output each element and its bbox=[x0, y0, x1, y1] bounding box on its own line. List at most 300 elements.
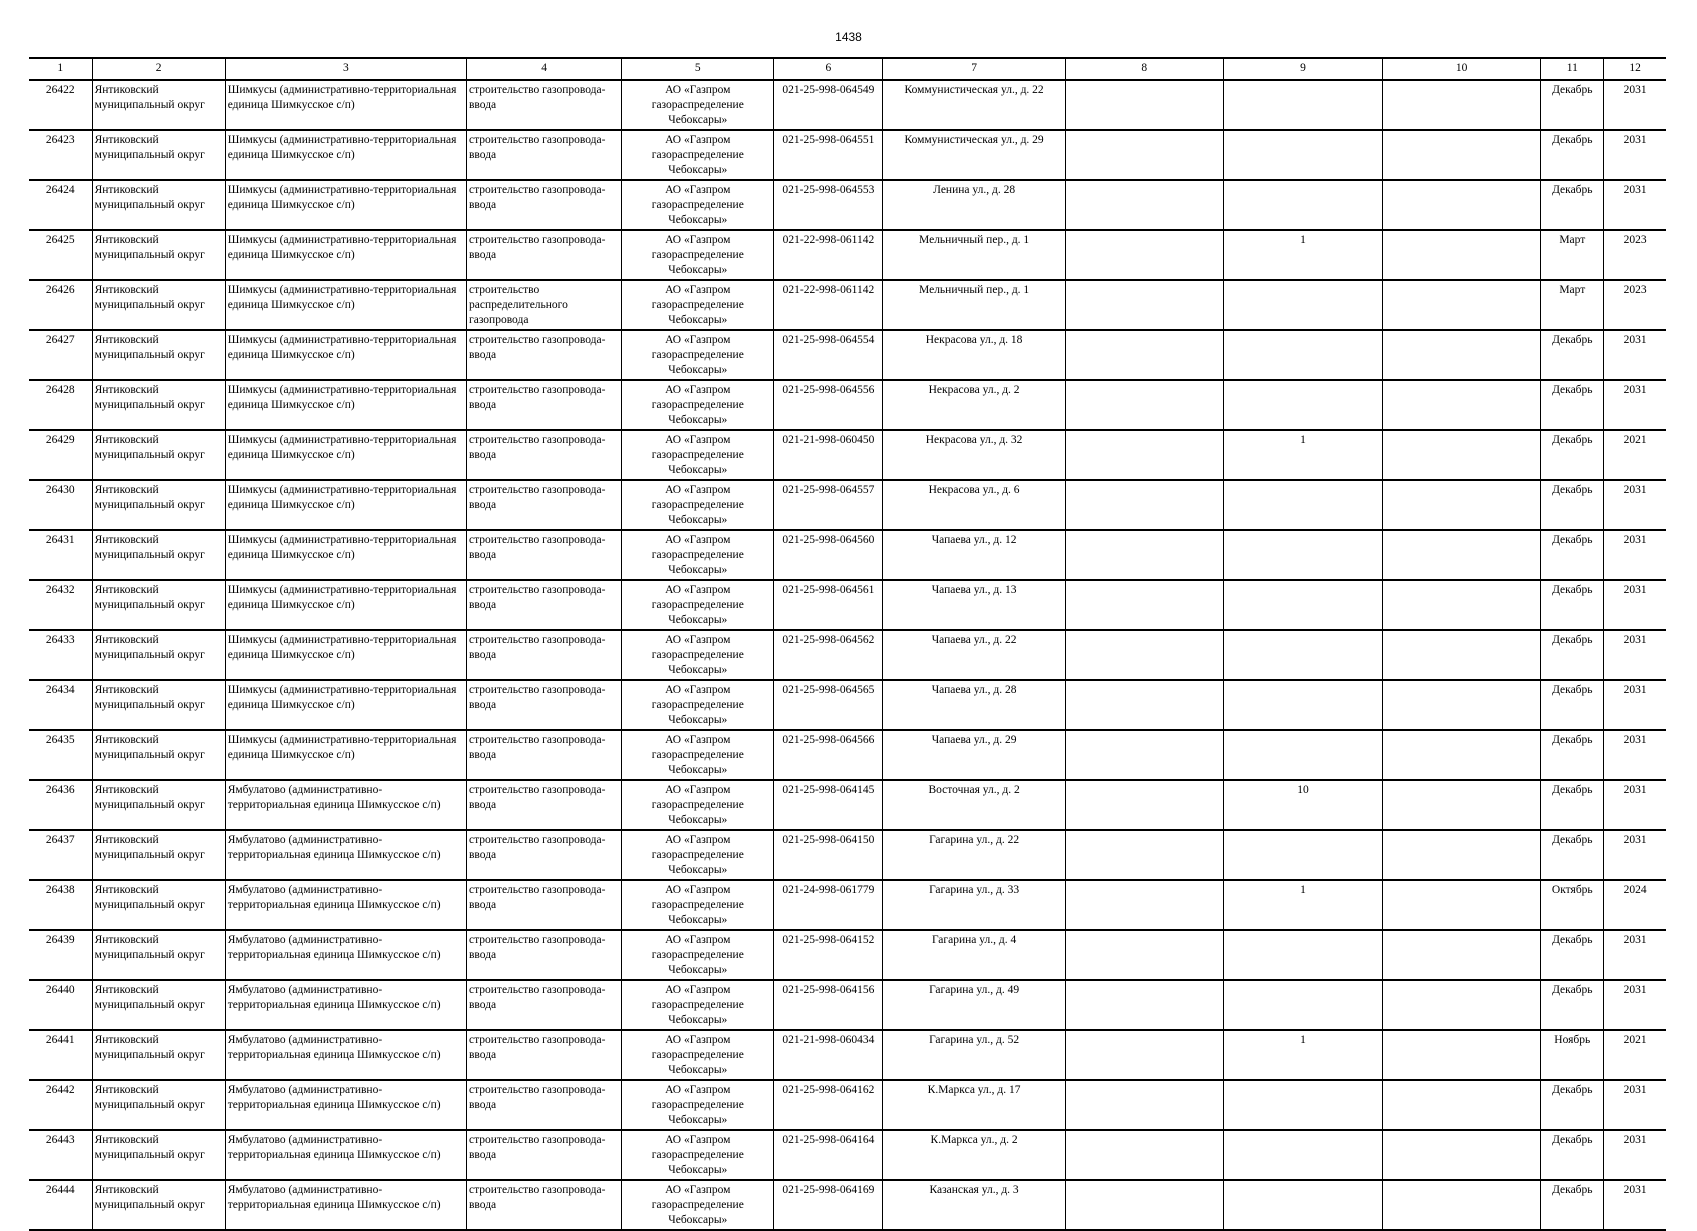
column-8-cell bbox=[1065, 1180, 1223, 1230]
column-9-cell bbox=[1223, 830, 1382, 880]
record-number-cell: 26422 bbox=[29, 80, 92, 130]
work-type-cell: строительство газопровода-ввода bbox=[467, 630, 622, 680]
month-cell: Декабрь bbox=[1541, 1180, 1604, 1230]
column-10-cell bbox=[1383, 280, 1541, 330]
work-type-cell: строительство газопровода-ввода bbox=[467, 1130, 622, 1180]
registry-table bbox=[29, 57, 1666, 1231]
record-number-cell: 26444 bbox=[29, 1180, 92, 1230]
column-header: 6 bbox=[774, 58, 883, 80]
district-cell: Янтиковский муниципальный округ bbox=[92, 280, 225, 330]
application-code-cell: 021-25-998-064551 bbox=[774, 130, 883, 180]
work-type-cell: строительство газопровода-ввода bbox=[467, 130, 622, 180]
month-cell: Декабрь bbox=[1541, 780, 1604, 830]
address-cell: Восточная ул., д. 2 bbox=[883, 780, 1065, 830]
work-type-cell: строительство газопровода-ввода bbox=[467, 1080, 622, 1130]
record-number-cell: 26430 bbox=[29, 480, 92, 530]
year-cell: 2031 bbox=[1604, 380, 1666, 430]
column-10-cell bbox=[1383, 1080, 1541, 1130]
column-8-cell bbox=[1065, 330, 1223, 380]
address-cell: Гагарина ул., д. 52 bbox=[883, 1030, 1065, 1080]
address-cell: Чапаева ул., д. 12 bbox=[883, 530, 1065, 580]
table-row bbox=[29, 1030, 1666, 1080]
column-10-cell bbox=[1383, 1030, 1541, 1080]
column-header: 11 bbox=[1541, 58, 1604, 80]
column-9-cell bbox=[1223, 1080, 1382, 1130]
column-10-cell bbox=[1383, 680, 1541, 730]
year-cell: 2031 bbox=[1604, 180, 1666, 230]
column-number-row bbox=[29, 58, 1666, 80]
organization-cell: АО «Газпром газораспределение Чебоксары» bbox=[622, 280, 774, 330]
column-9-cell bbox=[1223, 330, 1382, 380]
column-9-cell bbox=[1223, 680, 1382, 730]
column-8-cell bbox=[1065, 1080, 1223, 1130]
table-row bbox=[29, 1180, 1666, 1230]
work-type-cell: строительство газопровода-ввода bbox=[467, 530, 622, 580]
month-cell: Декабрь bbox=[1541, 480, 1604, 530]
year-cell: 2031 bbox=[1604, 730, 1666, 780]
address-cell: Гагарина ул., д. 22 bbox=[883, 830, 1065, 880]
table-row bbox=[29, 180, 1666, 230]
month-cell: Декабрь bbox=[1541, 980, 1604, 1030]
district-cell: Янтиковский муниципальный округ bbox=[92, 180, 225, 230]
organization-cell: АО «Газпром газораспределение Чебоксары» bbox=[622, 630, 774, 680]
record-number-cell: 26433 bbox=[29, 630, 92, 680]
column-10-cell bbox=[1383, 630, 1541, 680]
record-number-cell: 26428 bbox=[29, 380, 92, 430]
record-number-cell: 26439 bbox=[29, 930, 92, 980]
column-8-cell bbox=[1065, 880, 1223, 930]
page-number: 1438 bbox=[835, 30, 862, 44]
month-cell: Декабрь bbox=[1541, 830, 1604, 880]
district-cell: Янтиковский муниципальный округ bbox=[92, 380, 225, 430]
district-cell: Янтиковский муниципальный округ bbox=[92, 230, 225, 280]
column-8-cell bbox=[1065, 830, 1223, 880]
work-type-cell: строительство газопровода-ввода bbox=[467, 830, 622, 880]
address-cell: Мельничный пер., д. 1 bbox=[883, 280, 1065, 330]
table-row bbox=[29, 980, 1666, 1030]
application-code-cell: 021-25-998-064162 bbox=[774, 1080, 883, 1130]
column-8-cell bbox=[1065, 630, 1223, 680]
record-number-cell: 26423 bbox=[29, 130, 92, 180]
settlement-cell: Ямбулатово (административно-территориальная единица Шимкусское с/п) bbox=[225, 1180, 466, 1230]
organization-cell: АО «Газпром газораспределение Чебоксары» bbox=[622, 130, 774, 180]
table-row bbox=[29, 480, 1666, 530]
application-code-cell: 021-25-998-064565 bbox=[774, 680, 883, 730]
column-10-cell bbox=[1383, 230, 1541, 280]
district-cell: Янтиковский муниципальный округ bbox=[92, 930, 225, 980]
month-cell: Март bbox=[1541, 230, 1604, 280]
settlement-cell: Ямбулатово (административно-территориальная единица Шимкусское с/п) bbox=[225, 930, 466, 980]
column-10-cell bbox=[1383, 1130, 1541, 1180]
application-code-cell: 021-25-998-064152 bbox=[774, 930, 883, 980]
application-code-cell: 021-25-998-064562 bbox=[774, 630, 883, 680]
column-9-cell bbox=[1223, 80, 1382, 130]
record-number-cell: 26431 bbox=[29, 530, 92, 580]
address-cell: Чапаева ул., д. 28 bbox=[883, 680, 1065, 730]
year-cell: 2031 bbox=[1604, 630, 1666, 680]
record-number-cell: 26443 bbox=[29, 1130, 92, 1180]
column-10-cell bbox=[1383, 480, 1541, 530]
work-type-cell: строительство газопровода-ввода bbox=[467, 430, 622, 480]
address-cell: Некрасова ул., д. 6 bbox=[883, 480, 1065, 530]
record-number-cell: 26441 bbox=[29, 1030, 92, 1080]
column-10-cell bbox=[1383, 930, 1541, 980]
application-code-cell: 021-25-998-064549 bbox=[774, 80, 883, 130]
record-number-cell: 26424 bbox=[29, 180, 92, 230]
address-cell: Некрасова ул., д. 32 bbox=[883, 430, 1065, 480]
column-9-cell bbox=[1223, 180, 1382, 230]
year-cell: 2031 bbox=[1604, 830, 1666, 880]
settlement-cell: Ямбулатово (административно-территориальная единица Шимкусское с/п) bbox=[225, 1130, 466, 1180]
column-header: 12 bbox=[1604, 58, 1666, 80]
address-cell: К.Маркса ул., д. 2 bbox=[883, 1130, 1065, 1180]
column-header: 7 bbox=[883, 58, 1065, 80]
settlement-cell: Шимкусы (административно-территориальная единица Шимкусское с/п) bbox=[225, 480, 466, 530]
district-cell: Янтиковский муниципальный округ bbox=[92, 1180, 225, 1230]
organization-cell: АО «Газпром газораспределение Чебоксары» bbox=[622, 730, 774, 780]
application-code-cell: 021-22-998-061142 bbox=[774, 280, 883, 330]
column-8-cell bbox=[1065, 130, 1223, 180]
column-9-cell bbox=[1223, 730, 1382, 780]
table-row bbox=[29, 1080, 1666, 1130]
application-code-cell: 021-25-998-064560 bbox=[774, 530, 883, 580]
application-code-cell: 021-21-998-060434 bbox=[774, 1030, 883, 1080]
organization-cell: АО «Газпром газораспределение Чебоксары» bbox=[622, 1080, 774, 1130]
year-cell: 2023 bbox=[1604, 230, 1666, 280]
year-cell: 2031 bbox=[1604, 930, 1666, 980]
settlement-cell: Шимкусы (административно-территориальная единица Шимкусское с/п) bbox=[225, 430, 466, 480]
work-type-cell: строительство газопровода-ввода bbox=[467, 330, 622, 380]
column-8-cell bbox=[1065, 580, 1223, 630]
application-code-cell: 021-21-998-060450 bbox=[774, 430, 883, 480]
column-8-cell bbox=[1065, 480, 1223, 530]
district-cell: Янтиковский муниципальный округ bbox=[92, 780, 225, 830]
column-10-cell bbox=[1383, 980, 1541, 1030]
year-cell: 2031 bbox=[1604, 780, 1666, 830]
district-cell: Янтиковский муниципальный округ bbox=[92, 480, 225, 530]
settlement-cell: Шимкусы (административно-территориальная единица Шимкусское с/п) bbox=[225, 330, 466, 380]
record-number-cell: 26436 bbox=[29, 780, 92, 830]
work-type-cell: строительство газопровода-ввода bbox=[467, 1030, 622, 1080]
address-cell: Некрасова ул., д. 18 bbox=[883, 330, 1065, 380]
district-cell: Янтиковский муниципальный округ bbox=[92, 830, 225, 880]
settlement-cell: Шимкусы (административно-территориальная единица Шимкусское с/п) bbox=[225, 530, 466, 580]
year-cell: 2031 bbox=[1604, 130, 1666, 180]
year-cell: 2031 bbox=[1604, 580, 1666, 630]
address-cell: Ленина ул., д. 28 bbox=[883, 180, 1065, 230]
column-9-cell bbox=[1223, 530, 1382, 580]
district-cell: Янтиковский муниципальный округ bbox=[92, 580, 225, 630]
application-code-cell: 021-25-998-064169 bbox=[774, 1180, 883, 1230]
table-row bbox=[29, 530, 1666, 580]
table-row bbox=[29, 280, 1666, 330]
settlement-cell: Шимкусы (административно-территориальная единица Шимкусское с/п) bbox=[225, 730, 466, 780]
month-cell: Декабрь bbox=[1541, 930, 1604, 980]
organization-cell: АО «Газпром газораспределение Чебоксары» bbox=[622, 780, 774, 830]
organization-cell: АО «Газпром газораспределение Чебоксары» bbox=[622, 230, 774, 280]
column-8-cell bbox=[1065, 930, 1223, 980]
address-cell: Гагарина ул., д. 4 bbox=[883, 930, 1065, 980]
column-header: 2 bbox=[92, 58, 225, 80]
table-row bbox=[29, 130, 1666, 180]
column-10-cell bbox=[1383, 80, 1541, 130]
application-code-cell: 021-25-998-064553 bbox=[774, 180, 883, 230]
settlement-cell: Ямбулатово (административно-территориальная единица Шимкусское с/п) bbox=[225, 880, 466, 930]
settlement-cell: Шимкусы (административно-территориальная единица Шимкусское с/п) bbox=[225, 130, 466, 180]
address-cell: Чапаева ул., д. 13 bbox=[883, 580, 1065, 630]
organization-cell: АО «Газпром газораспределение Чебоксары» bbox=[622, 180, 774, 230]
column-10-cell bbox=[1383, 380, 1541, 430]
work-type-cell: строительство газопровода-ввода bbox=[467, 730, 622, 780]
month-cell: Декабрь bbox=[1541, 1080, 1604, 1130]
column-header: 3 bbox=[225, 58, 466, 80]
address-cell: Коммунистическая ул., д. 22 bbox=[883, 80, 1065, 130]
month-cell: Декабрь bbox=[1541, 530, 1604, 580]
organization-cell: АО «Газпром газораспределение Чебоксары» bbox=[622, 830, 774, 880]
year-cell: 2031 bbox=[1604, 680, 1666, 730]
column-10-cell bbox=[1383, 880, 1541, 930]
column-9-cell bbox=[1223, 930, 1382, 980]
settlement-cell: Шимкусы (административно-территориальная единица Шимкусское с/п) bbox=[225, 280, 466, 330]
record-number-cell: 26440 bbox=[29, 980, 92, 1030]
organization-cell: АО «Газпром газораспределение Чебоксары» bbox=[622, 1130, 774, 1180]
column-9-cell bbox=[1223, 630, 1382, 680]
record-number-cell: 26442 bbox=[29, 1080, 92, 1130]
year-cell: 2031 bbox=[1604, 480, 1666, 530]
year-cell: 2031 bbox=[1604, 330, 1666, 380]
application-code-cell: 021-22-998-061142 bbox=[774, 230, 883, 280]
record-number-cell: 26425 bbox=[29, 230, 92, 280]
record-number-cell: 26432 bbox=[29, 580, 92, 630]
settlement-cell: Шимкусы (административно-территориальная единица Шимкусское с/п) bbox=[225, 580, 466, 630]
application-code-cell: 021-25-998-064561 bbox=[774, 580, 883, 630]
column-9-cell bbox=[1223, 1180, 1382, 1230]
settlement-cell: Шимкусы (административно-территориальная единица Шимкусское с/п) bbox=[225, 380, 466, 430]
address-cell: Казанская ул., д. 3 bbox=[883, 1180, 1065, 1230]
organization-cell: АО «Газпром газораспределение Чебоксары» bbox=[622, 680, 774, 730]
column-8-cell bbox=[1065, 1130, 1223, 1180]
organization-cell: АО «Газпром газораспределение Чебоксары» bbox=[622, 1180, 774, 1230]
year-cell: 2031 bbox=[1604, 1080, 1666, 1130]
column-10-cell bbox=[1383, 830, 1541, 880]
work-type-cell: строительство газопровода-ввода bbox=[467, 380, 622, 430]
organization-cell: АО «Газпром газораспределение Чебоксары» bbox=[622, 580, 774, 630]
district-cell: Янтиковский муниципальный округ bbox=[92, 630, 225, 680]
record-number-cell: 26435 bbox=[29, 730, 92, 780]
table-row bbox=[29, 780, 1666, 830]
column-8-cell bbox=[1065, 530, 1223, 580]
organization-cell: АО «Газпром газораспределение Чебоксары» bbox=[622, 530, 774, 580]
year-cell: 2021 bbox=[1604, 1030, 1666, 1080]
organization-cell: АО «Газпром газораспределение Чебоксары» bbox=[622, 480, 774, 530]
table-row bbox=[29, 430, 1666, 480]
column-8-cell bbox=[1065, 180, 1223, 230]
month-cell: Март bbox=[1541, 280, 1604, 330]
work-type-cell: строительство газопровода-ввода bbox=[467, 580, 622, 630]
month-cell: Декабрь bbox=[1541, 580, 1604, 630]
year-cell: 2031 bbox=[1604, 80, 1666, 130]
settlement-cell: Шимкусы (административно-территориальная единица Шимкусское с/п) bbox=[225, 80, 466, 130]
column-10-cell bbox=[1383, 1180, 1541, 1230]
work-type-cell: строительство газопровода-ввода bbox=[467, 230, 622, 280]
record-number-cell: 26437 bbox=[29, 830, 92, 880]
column-9-cell: 1 bbox=[1223, 1030, 1382, 1080]
settlement-cell: Шимкусы (административно-территориальная единица Шимкусское с/п) bbox=[225, 680, 466, 730]
application-code-cell: 021-25-998-064150 bbox=[774, 830, 883, 880]
settlement-cell: Шимкусы (административно-территориальная единица Шимкусское с/п) bbox=[225, 630, 466, 680]
record-number-cell: 26434 bbox=[29, 680, 92, 730]
column-8-cell bbox=[1065, 1030, 1223, 1080]
settlement-cell: Ямбулатово (административно-территориальная единица Шимкусское с/п) bbox=[225, 780, 466, 830]
application-code-cell: 021-25-998-064156 bbox=[774, 980, 883, 1030]
district-cell: Янтиковский муниципальный округ bbox=[92, 430, 225, 480]
organization-cell: АО «Газпром газораспределение Чебоксары» bbox=[622, 80, 774, 130]
column-header: 1 bbox=[29, 58, 92, 80]
district-cell: Янтиковский муниципальный округ bbox=[92, 980, 225, 1030]
work-type-cell: строительство газопровода-ввода bbox=[467, 180, 622, 230]
application-code-cell: 021-25-998-064145 bbox=[774, 780, 883, 830]
column-10-cell bbox=[1383, 430, 1541, 480]
application-code-cell: 021-25-998-064557 bbox=[774, 480, 883, 530]
record-number-cell: 26427 bbox=[29, 330, 92, 380]
column-8-cell bbox=[1065, 730, 1223, 780]
organization-cell: АО «Газпром газораспределение Чебоксары» bbox=[622, 330, 774, 380]
month-cell: Декабрь bbox=[1541, 180, 1604, 230]
year-cell: 2021 bbox=[1604, 430, 1666, 480]
district-cell: Янтиковский муниципальный округ bbox=[92, 680, 225, 730]
work-type-cell: строительство газопровода-ввода bbox=[467, 480, 622, 530]
district-cell: Янтиковский муниципальный округ bbox=[92, 1080, 225, 1130]
district-cell: Янтиковский муниципальный округ bbox=[92, 130, 225, 180]
column-9-cell bbox=[1223, 580, 1382, 630]
column-10-cell bbox=[1383, 780, 1541, 830]
column-9-cell bbox=[1223, 480, 1382, 530]
column-9-cell bbox=[1223, 280, 1382, 330]
month-cell: Декабрь bbox=[1541, 130, 1604, 180]
district-cell: Янтиковский муниципальный округ bbox=[92, 530, 225, 580]
month-cell: Декабрь bbox=[1541, 730, 1604, 780]
district-cell: Янтиковский муниципальный округ bbox=[92, 80, 225, 130]
month-cell: Декабрь bbox=[1541, 80, 1604, 130]
work-type-cell: строительство газопровода-ввода bbox=[467, 1180, 622, 1230]
settlement-cell: Ямбулатово (административно-территориальная единица Шимкусское с/п) bbox=[225, 830, 466, 880]
column-10-cell bbox=[1383, 180, 1541, 230]
record-number-cell: 26426 bbox=[29, 280, 92, 330]
table-row bbox=[29, 730, 1666, 780]
table-row bbox=[29, 380, 1666, 430]
table-row bbox=[29, 230, 1666, 280]
address-cell: Чапаева ул., д. 29 bbox=[883, 730, 1065, 780]
work-type-cell: строительство распределительного газопровода bbox=[467, 280, 622, 330]
application-code-cell: 021-25-998-064556 bbox=[774, 380, 883, 430]
organization-cell: АО «Газпром газораспределение Чебоксары» bbox=[622, 1030, 774, 1080]
organization-cell: АО «Газпром газораспределение Чебоксары» bbox=[622, 380, 774, 430]
column-8-cell bbox=[1065, 230, 1223, 280]
work-type-cell: строительство газопровода-ввода bbox=[467, 880, 622, 930]
organization-cell: АО «Газпром газораспределение Чебоксары» bbox=[622, 930, 774, 980]
district-cell: Янтиковский муниципальный округ bbox=[92, 730, 225, 780]
table-row bbox=[29, 630, 1666, 680]
column-9-cell bbox=[1223, 980, 1382, 1030]
table-row bbox=[29, 680, 1666, 730]
address-cell: Некрасова ул., д. 2 bbox=[883, 380, 1065, 430]
column-9-cell: 10 bbox=[1223, 780, 1382, 830]
month-cell: Декабрь bbox=[1541, 630, 1604, 680]
settlement-cell: Шимкусы (административно-территориальная единица Шимкусское с/п) bbox=[225, 180, 466, 230]
table-row bbox=[29, 1130, 1666, 1180]
work-type-cell: строительство газопровода-ввода bbox=[467, 80, 622, 130]
table-row bbox=[29, 930, 1666, 980]
settlement-cell: Шимкусы (административно-территориальная единица Шимкусское с/п) bbox=[225, 230, 466, 280]
district-cell: Янтиковский муниципальный округ bbox=[92, 880, 225, 930]
month-cell: Декабрь bbox=[1541, 430, 1604, 480]
organization-cell: АО «Газпром газораспределение Чебоксары» bbox=[622, 880, 774, 930]
organization-cell: АО «Газпром газораспределение Чебоксары» bbox=[622, 430, 774, 480]
column-9-cell bbox=[1223, 130, 1382, 180]
table-row bbox=[29, 880, 1666, 930]
year-cell: 2031 bbox=[1604, 980, 1666, 1030]
year-cell: 2031 bbox=[1604, 1180, 1666, 1230]
column-10-cell bbox=[1383, 580, 1541, 630]
column-9-cell: 1 bbox=[1223, 430, 1382, 480]
month-cell: Декабрь bbox=[1541, 680, 1604, 730]
year-cell: 2031 bbox=[1604, 530, 1666, 580]
month-cell: Декабрь bbox=[1541, 1130, 1604, 1180]
table-row bbox=[29, 830, 1666, 880]
address-cell: Гагарина ул., д. 49 bbox=[883, 980, 1065, 1030]
settlement-cell: Ямбулатово (административно-территориальная единица Шимкусское с/п) bbox=[225, 1030, 466, 1080]
column-8-cell bbox=[1065, 780, 1223, 830]
column-9-cell: 1 bbox=[1223, 880, 1382, 930]
address-cell: Чапаева ул., д. 22 bbox=[883, 630, 1065, 680]
month-cell: Ноябрь bbox=[1541, 1030, 1604, 1080]
month-cell: Декабрь bbox=[1541, 380, 1604, 430]
settlement-cell: Ямбулатово (административно-территориальная единица Шимкусское с/п) bbox=[225, 1080, 466, 1130]
application-code-cell: 021-25-998-064554 bbox=[774, 330, 883, 380]
address-cell: К.Маркса ул., д. 17 bbox=[883, 1080, 1065, 1130]
column-header: 9 bbox=[1223, 58, 1382, 80]
address-cell: Гагарина ул., д. 33 bbox=[883, 880, 1065, 930]
column-8-cell bbox=[1065, 280, 1223, 330]
column-10-cell bbox=[1383, 330, 1541, 380]
record-number-cell: 26429 bbox=[29, 430, 92, 480]
year-cell: 2023 bbox=[1604, 280, 1666, 330]
application-code-cell: 021-25-998-064164 bbox=[774, 1130, 883, 1180]
settlement-cell: Ямбулатово (административно-территориальная единица Шимкусское с/п) bbox=[225, 980, 466, 1030]
column-8-cell bbox=[1065, 980, 1223, 1030]
organization-cell: АО «Газпром газораспределение Чебоксары» bbox=[622, 980, 774, 1030]
column-header: 10 bbox=[1383, 58, 1541, 80]
column-header: 5 bbox=[622, 58, 774, 80]
column-9-cell bbox=[1223, 1130, 1382, 1180]
column-10-cell bbox=[1383, 530, 1541, 580]
work-type-cell: строительство газопровода-ввода bbox=[467, 930, 622, 980]
application-code-cell: 021-25-998-064566 bbox=[774, 730, 883, 780]
application-code-cell: 021-24-998-061779 bbox=[774, 880, 883, 930]
work-type-cell: строительство газопровода-ввода bbox=[467, 980, 622, 1030]
record-number-cell: 26438 bbox=[29, 880, 92, 930]
year-cell: 2024 bbox=[1604, 880, 1666, 930]
month-cell: Октябрь bbox=[1541, 880, 1604, 930]
column-10-cell bbox=[1383, 730, 1541, 780]
table-row bbox=[29, 80, 1666, 130]
column-8-cell bbox=[1065, 80, 1223, 130]
address-cell: Коммунистическая ул., д. 29 bbox=[883, 130, 1065, 180]
month-cell: Декабрь bbox=[1541, 330, 1604, 380]
district-cell: Янтиковский муниципальный округ bbox=[92, 330, 225, 380]
address-cell: Мельничный пер., д. 1 bbox=[883, 230, 1065, 280]
column-8-cell bbox=[1065, 380, 1223, 430]
